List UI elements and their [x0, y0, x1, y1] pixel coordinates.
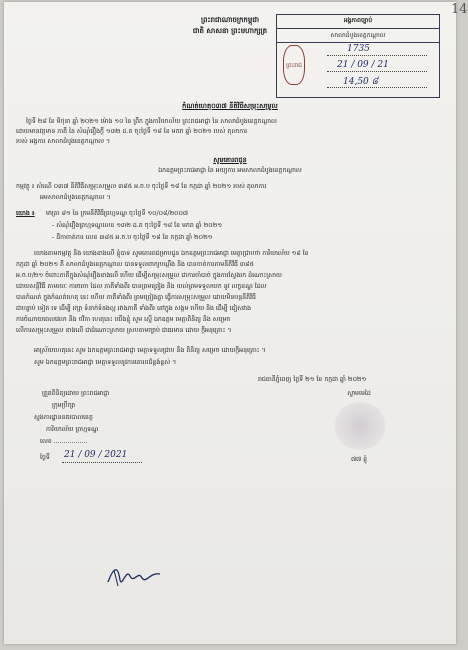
received-stamp	[276, 14, 440, 98]
stamp-title: អង្គភាពច្បាប់	[343, 17, 373, 24]
closing-line-2: សូម ឯកឧត្ដមព្រះរាជអាជ្ញា មេត្តាទទួលនូវការគោរពដ៏ខ្ពង់ខ្ពស់ ។	[34, 359, 177, 366]
body-line-1: យោងតាមកម្មវត្ថុ និង យោងខាងលើ ខ្ញុំបាទ សូមគោរពជម្រាបជូន ឯកឧត្ដមព្រះរាជអាជ្ញា មេត្តាជ្រាបថា ការិយាល័យ ១៨ ខែ	[34, 250, 309, 257]
body-line-4: ដោយសន្ដិវិធី តាមរយៈ ការចរចា ដែល ភាគីទាំងពីរ បានព្រមព្រៀង និង យល់ព្រមទទួលយក នូវ លក្ខខណ្ឌ ដែល	[16, 283, 267, 290]
left-date-label: ថ្ងៃទី	[40, 454, 50, 461]
subject-line-1: កម្មវត្ថុ ៖ សំណើ ០៣៧ នីតិវិធីសម្រុះសម្រួល ៣៨៥ អ.ច.ប ចុះថ្ងៃទី ១៨ ខែ កក្កដា ឆ្នាំ ២០២១ របស់ តុលាការ	[16, 183, 267, 190]
stamp-number: 1735	[347, 44, 370, 54]
section-subtitle: ឯកឧត្ដមព្រះរាជអាជ្ញា នៃ អយ្យការ អមសាលាដំបូងខេត្តកណ្ដាល	[158, 167, 302, 174]
signer-name: ៧៧ ខ្ញុំ	[350, 456, 368, 463]
left-date: 21 / 09 / 2021	[64, 450, 128, 460]
paragraph-1-line-1: ថ្ងៃទី ២៨ ខែ មិថុនា ឆ្នាំ ២០២១ ម៉ោង ១០ នៃ ព្រឹក ក្នុងការិយាល័យ ព្រះរាជអាជ្ញា នៃ សាលាដំបូងខេត្តកណ្ដាល	[26, 118, 277, 125]
left-block-line-2: ក្រុមប្រឹក្សា	[52, 402, 76, 409]
motto-heading: ជាតិ សាសនា ព្រះមហាក្សត្រ	[192, 27, 268, 35]
handwritten-signature	[104, 562, 164, 590]
body-line-5: បានកំណត់ ក្នុងកំណត់ហេតុ នេះ ហើយ ភាគីទាំងពីរ ព្រមព្រៀងគ្នា ធ្វើការសម្រុះសម្រួល ដោយមិនបន្តនីតិវិធី	[16, 294, 256, 301]
body-line-3: អ.ច.ប/២១ ចំពោះភាគីក្នុងសំណុំរឿងខាងលើ ហើយ ដើម្បីសម្រុះសម្រួល ជាការចាំបាច់ ក្នុងការស្វែងរក ដំណោះស្រាយ	[16, 272, 282, 279]
reference-label: យោង ៖	[16, 210, 35, 217]
closing-line-1: អាស្រ័យហេតុនេះ សូម ឯកឧត្ដមព្រះរាជអាជ្ញា មេត្តាទទួលជ្រាប និង ពិនិត្យ សម្រេច ដោយក្ដីអនុគ្រោះ ។	[34, 347, 266, 354]
thumbprint-label: ស្នាមមេដៃ	[347, 390, 371, 397]
reference-2: - សំណុំរឿងព្រហ្មទណ្ឌលេខ ១៣២ ដ.ត ចុះថ្ងៃទី ១៨ ខែ មករា ឆ្នាំ ២០២១	[52, 222, 223, 229]
body-line-7: ការចំណាយពេលវេលា និង ថវិកា ហេតុនេះ យើងខ្ញុំ សូម ស្នើ ឯកឧត្ដម មេត្តាពិនិត្យ និង សម្រេច	[16, 316, 231, 323]
document-title: កំណត់ហេតុ០៣៧ នីតិវិធីសម្រុះសម្រួល	[182, 102, 278, 110]
section-title: សូមគោរពជូន	[213, 156, 247, 164]
reference-1: មាត្រា ៨១ នៃ ក្រមនីតិវិធីព្រហ្មទណ្ឌ ចុះថ្ងៃទី ១០/០៨/២០០៧	[46, 210, 188, 217]
left-block-line-5: លេខ .................	[40, 438, 88, 445]
stamp-seal-icon: ព្រះរាជ	[283, 45, 305, 85]
body-line-6: ជាបន្ទាប់ ទៀត ទេ ដើម្បី រក្សា ទំនាក់ទំនងល្អ រវាងភាគី ទាំងពីរ នៅក្នុង សង្គម ហើយ និង ដើម្បី ជៀសវាង	[16, 305, 252, 312]
date-line: រាជធានីភ្នំពេញ ថ្ងៃទី ២១ ខែ កក្កដា ឆ្នាំ ២០២១	[258, 376, 367, 383]
left-block-line-1: ត្រួតពិនិត្យដោយ ព្រះរាជអាជ្ញា	[42, 390, 110, 397]
document-page	[4, 2, 468, 644]
body-line-2: កក្កដា ឆ្នាំ ២០២១ គឺ សាលាដំបូងខេត្តកណ្ដាល បានទទួលពាក្យបណ្ដឹង និង បានចាត់ការតាមនីតិវិធី ៣៨៥	[16, 261, 254, 268]
subject-line-2: អមសាលាដំបូងខេត្តកណ្ដាល ។	[40, 194, 111, 201]
left-block-line-3: ស្នងការដ្ឋាននគរបាលខេត្ត	[34, 414, 93, 421]
paragraph-1-line-2: ដោយមានវត្តមាន ភាគី នៃ សំណុំរឿងក្ដី ១៣២ ដ.ត ចុះថ្ងៃទី ១៨ ខែ មករា ឆ្នាំ ២០២១ របស់ តុលាការ	[16, 128, 248, 135]
thumbprint-mark	[334, 402, 386, 450]
stamp-date: 21 / 09 / 21	[337, 60, 389, 70]
body-line-8: លើការសម្រុះសម្រួល ខាងលើ ជាដំណោះស្រាយ ស្របតាមច្បាប់ ជាធរមាន ដោយ ក្ដីអនុគ្រោះ ។	[16, 327, 232, 334]
reference-3: - ដីកាចាត់ការ លេខ ៣៨៥ អ.ច.ប ចុះថ្ងៃទី ១៨ ខែ កក្កដា ឆ្នាំ ២០២១	[52, 234, 213, 241]
paragraph-1-line-3: របស់ អង្គការ សាលាដំបូងខេត្តកណ្ដាល ។	[16, 138, 111, 145]
margin-page-mark: 14	[451, 2, 468, 17]
left-block-line-4: ការិយាល័យ ព្រហ្មទណ្ឌ	[46, 426, 99, 433]
stamp-time: 14,50 ៨	[343, 77, 378, 87]
kingdom-heading: ព្រះរាជាណាចក្រកម្ពុជា	[200, 16, 259, 24]
stamp-subtitle: សាលាដំបូងខេត្តកណ្ដាល	[330, 32, 386, 39]
